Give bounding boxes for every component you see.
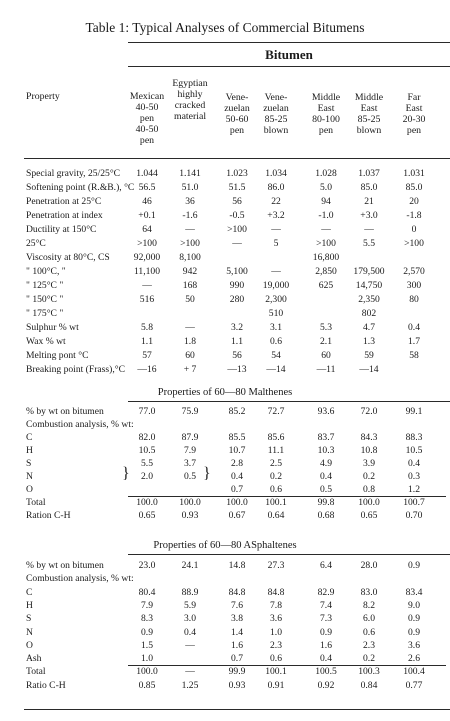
table-cell: 93.6	[317, 406, 335, 417]
title-rule	[128, 42, 450, 43]
table-cell: >100	[316, 238, 336, 249]
asphaltenes-total-rule	[128, 665, 446, 666]
row-label: Combustion analysis, % wt:	[26, 573, 134, 585]
table-cell: 1.1	[231, 336, 243, 347]
column-header-line: Middle	[354, 92, 384, 103]
table-cell: 85.6	[267, 432, 285, 443]
table-cell: 0.64	[267, 510, 285, 521]
table-cell: 0.9	[141, 626, 153, 638]
table-cell: 0.85	[138, 679, 156, 691]
column-header-line: pen	[229, 125, 245, 136]
table-cell: 1.023	[226, 168, 248, 179]
row-label: % by wt on bitumen	[26, 560, 104, 571]
table-cell: 77.0	[138, 406, 156, 417]
asphaltenes-title: Properties of 60—80 ASphaltenes	[153, 540, 297, 551]
table-cell: 57	[142, 350, 152, 361]
table-cell: —	[232, 238, 242, 249]
table-cell: 60	[321, 350, 331, 361]
table-cell: 100.0	[136, 497, 158, 508]
column-header-line: Middle	[311, 92, 341, 103]
table-cell: + 7	[183, 364, 197, 375]
table-cell: 60	[185, 350, 195, 361]
table-cell: 10.3	[317, 445, 335, 456]
table-cell: 0.7	[231, 484, 243, 495]
table-cell: 5.5	[141, 458, 153, 469]
table-cell: 300	[406, 280, 422, 291]
table-cell: 5,100	[226, 266, 248, 277]
table-cell: 100.0	[358, 497, 380, 508]
table-cell: —13	[227, 364, 247, 375]
table-cell: >100	[404, 238, 424, 249]
row-label: Penetration at index	[26, 210, 103, 221]
table-cell: 2.8	[231, 458, 243, 469]
table-cell: -1.0	[318, 210, 334, 221]
table-cell: 84.3	[360, 432, 378, 443]
table-cell: 510	[268, 308, 284, 319]
table-cell: 3.9	[363, 458, 375, 469]
table-cell: 56	[232, 196, 242, 207]
brace-mark: }	[203, 465, 211, 482]
table-cell: 0.7	[231, 653, 243, 665]
table-cell: 0.9	[408, 613, 420, 625]
column-header-line: 85-25	[357, 114, 381, 125]
table-cell: 5.8	[141, 322, 153, 333]
table-cell: 0.65	[360, 510, 378, 521]
table-cell: >100	[180, 238, 200, 249]
row-label: Ratio C-H	[26, 679, 66, 691]
row-label: " 125°C "	[26, 280, 64, 291]
group-header: Bitumen	[265, 47, 313, 62]
table-cell: 7.9	[184, 445, 196, 456]
table-cell: 2.3	[363, 639, 375, 651]
table-cell: 83.4	[405, 586, 423, 598]
table-cell: 3.0	[184, 613, 196, 625]
table-cell: 2.1	[320, 336, 332, 347]
table-cell: 83.0	[360, 586, 378, 598]
table-cell: 10.7	[228, 445, 246, 456]
malthenes-rule	[128, 401, 450, 402]
table-cell: 0.9	[408, 560, 420, 571]
table-cell: 0.6	[270, 336, 282, 347]
table-cell: —	[185, 666, 195, 678]
column-header-line: 50-60	[225, 114, 249, 125]
table-cell: +0.1	[138, 210, 156, 221]
table-cell: 0.4	[231, 471, 243, 482]
column-header-line: 80-100	[312, 114, 340, 125]
row-label: N	[26, 626, 33, 638]
table-cell: 1.2	[408, 484, 420, 495]
table-cell: 100.3	[358, 666, 380, 678]
table-cell: 0.91	[267, 679, 285, 691]
column-header-line: zuelan	[263, 103, 289, 114]
column-header-line: cracked	[174, 100, 206, 111]
row-label: Breaking point (Frass),°C	[26, 364, 125, 375]
table-cell: 0.6	[270, 484, 282, 495]
column-header-line: Vene-	[264, 92, 288, 103]
row-label: Special gravity, 25/25°C	[26, 168, 121, 179]
table-cell: 11,100	[133, 266, 161, 277]
table-cell: 11.1	[267, 445, 285, 456]
table-cell: —	[185, 224, 195, 235]
table-cell: 1.1	[141, 336, 153, 347]
column-header-line: Far	[407, 92, 421, 103]
table-cell: —	[271, 266, 281, 277]
table-cell: 0.65	[138, 510, 156, 521]
table-cell: 99.9	[228, 666, 246, 678]
row-label: C	[26, 432, 33, 443]
table-cell: 100.0	[136, 666, 158, 678]
table-cell: 2.5	[270, 458, 282, 469]
table-cell: 0.5	[320, 484, 332, 495]
table-cell: 21	[364, 196, 374, 207]
table-cell: 85.0	[360, 182, 378, 193]
column-header-line: material	[173, 111, 207, 122]
table-cell: 0.93	[181, 510, 199, 521]
property-header: Property	[26, 91, 60, 102]
table-cell: 2.3	[270, 639, 282, 651]
table-cell: 100.0	[179, 497, 201, 508]
table-cell: 10.5	[405, 445, 423, 456]
column-header-line: pen	[318, 125, 334, 136]
table-cell: 3.8	[231, 613, 243, 625]
table-cell: 5.5	[363, 238, 375, 249]
table-cell: 179,500	[353, 266, 385, 277]
table-cell: 82.0	[138, 432, 156, 443]
column-header-line: 40-50	[135, 102, 159, 113]
table-cell: 1.8	[184, 336, 196, 347]
column-header-line: East	[405, 103, 423, 114]
row-label: " 175°C "	[26, 308, 64, 319]
table-cell: 56	[232, 350, 242, 361]
column-header-line: Mexican	[129, 91, 165, 102]
column-header-line: pen	[139, 113, 155, 124]
table-cell: 0.93	[228, 679, 246, 691]
table-cell: 100.1	[265, 666, 287, 678]
table-cell: 2.0	[141, 471, 153, 482]
column-header-line: 85-25	[264, 114, 288, 125]
table-cell: 51.5	[228, 182, 246, 193]
table-cell: 0.4	[320, 653, 332, 665]
table-cell: 1.6	[231, 639, 243, 651]
table-cell: 56.5	[138, 182, 156, 193]
table-cell: 0.5	[184, 471, 196, 482]
table-cell: 4.9	[320, 458, 332, 469]
table-cell: 72.7	[267, 406, 285, 417]
table-cell: 84.8	[267, 586, 285, 598]
table-cell: 72.0	[360, 406, 378, 417]
row-label: S	[26, 458, 32, 469]
row-label: Melting pont °C	[26, 350, 89, 361]
column-header-line: Vene-	[225, 92, 249, 103]
column-header-line: 40-50	[135, 124, 159, 135]
table-cell: 58	[409, 350, 419, 361]
table-cell: 51.0	[181, 182, 199, 193]
row-label: % by wt on bitumen	[26, 406, 104, 417]
table-cell: —14	[359, 364, 379, 375]
table-cell: 99.1	[405, 406, 423, 417]
row-label: H	[26, 445, 33, 456]
table-cell: 3.7	[184, 458, 196, 469]
row-label: Combustion analysis, % wt:	[26, 419, 134, 430]
table-cell: 20	[409, 196, 419, 207]
table-cell: 0.68	[317, 510, 335, 521]
table-cell: 100.5	[315, 666, 337, 678]
brace-mark: }	[122, 465, 130, 482]
table-cell: 9.0	[408, 599, 420, 611]
row-label: O	[26, 639, 33, 651]
table-title: Table 1: Typical Analyses of Commercial Bitumens	[85, 20, 365, 35]
malthenes-title: Properties of 60—80 Malthenes	[157, 387, 293, 398]
table-cell: 80.4	[138, 586, 156, 598]
table-cell: 94	[321, 196, 331, 207]
table-cell: 27.3	[267, 560, 285, 571]
table-cell: —	[185, 322, 195, 333]
table-cell: 168	[182, 280, 198, 291]
table-cell: -1.6	[182, 210, 198, 221]
table-cell: 0.4	[408, 458, 420, 469]
table-cell: 54	[271, 350, 281, 361]
table-cell: 7.3	[320, 613, 332, 625]
table-cell: >100	[227, 224, 247, 235]
table-cell: 0.3	[408, 471, 420, 482]
table-cell: 280	[229, 294, 245, 305]
table-cell: 1.6	[320, 639, 332, 651]
table-cell: 1.028	[315, 168, 337, 179]
table-cell: 0.4	[320, 471, 332, 482]
row-label: N	[26, 471, 33, 482]
table-cell: 24.1	[181, 560, 199, 571]
table-cell: 92,000	[133, 252, 161, 263]
table-cell: 100.7	[403, 497, 425, 508]
column-header-line: Egyptian	[172, 78, 208, 89]
column-header-line: 20-30	[402, 114, 426, 125]
row-label: Viscosity at 80°C, CS	[26, 252, 110, 263]
row-label: Total	[26, 497, 46, 508]
table-cell: 2,350	[358, 294, 380, 305]
table-cell: 1.25	[181, 679, 199, 691]
table-cell: 0.2	[363, 471, 375, 482]
table-cell: 3.1	[270, 322, 282, 333]
table-cell: 7.4	[320, 599, 332, 611]
table-cell: 516	[139, 294, 155, 305]
table-cell: 7.6	[231, 599, 243, 611]
table-cell: 10.8	[360, 445, 378, 456]
table-cell: 1.141	[179, 168, 201, 179]
table-cell: 6.0	[363, 613, 375, 625]
row-label: Ash	[26, 653, 42, 665]
table-cell: 990	[229, 280, 245, 291]
table-cell: 0.8	[363, 484, 375, 495]
column-header-line: highly	[177, 89, 203, 100]
row-label: S	[26, 613, 32, 625]
table-cell: 2,850	[315, 266, 337, 277]
table-cell: 1.5	[141, 639, 153, 651]
table-cell: 99.8	[317, 497, 335, 508]
table-cell: 8.3	[141, 613, 153, 625]
table-cell: 0.6	[363, 626, 375, 638]
table-cell: 1.3	[363, 336, 375, 347]
column-header-line: East	[317, 103, 335, 114]
table-cell: 100.4	[403, 666, 425, 678]
table-cell: 85.5	[228, 432, 246, 443]
table-cell: 3.6	[270, 613, 282, 625]
column-header	[384, 92, 444, 136]
table-cell: —11	[316, 364, 336, 375]
table-cell: 1.7	[408, 336, 420, 347]
table-cell: 1.037	[358, 168, 380, 179]
table-cell: +3.0	[360, 210, 378, 221]
column-header-line: pen	[406, 125, 422, 136]
table-cell: 88.3	[405, 432, 423, 443]
table-cell: 46	[142, 196, 152, 207]
asphaltenes-rule	[128, 554, 450, 555]
row-label: Softening point (R.&B.), °C	[26, 182, 135, 193]
column-header-line: blown	[356, 125, 382, 136]
table-cell: 75.9	[181, 406, 199, 417]
column-header-line: blown	[263, 125, 289, 136]
table-cell: —14	[266, 364, 286, 375]
table-cell: 8.2	[363, 599, 375, 611]
group-rule	[128, 66, 450, 67]
table-cell: 3.6	[408, 639, 420, 651]
table-cell: 80	[409, 294, 419, 305]
table-cell: 7.8	[270, 599, 282, 611]
table-cell: 36	[185, 196, 195, 207]
header-rule	[24, 158, 450, 159]
row-label: O	[26, 484, 33, 495]
table-cell: 0.9	[408, 626, 420, 638]
row-label: Wax % wt	[26, 336, 66, 347]
table-cell: 0	[411, 224, 417, 235]
row-label: Total	[26, 666, 46, 678]
table-cell: —	[321, 224, 331, 235]
table-cell: 10.5	[138, 445, 156, 456]
table-cell: 802	[361, 308, 377, 319]
table-cell: 2.6	[408, 653, 420, 665]
row-label: Sulphur % wt	[26, 322, 79, 333]
table-cell: 86.0	[267, 182, 285, 193]
row-label: Ductility at 150°C	[26, 224, 97, 235]
table-cell: 88.9	[181, 586, 199, 598]
table-cell: —	[364, 224, 374, 235]
table-cell: 23.0	[138, 560, 156, 571]
table-cell: 6.4	[320, 560, 332, 571]
table-cell: -0.5	[229, 210, 245, 221]
table-cell: 7.9	[141, 599, 153, 611]
table-cell: 19,000	[262, 280, 290, 291]
table-cell: 1.044	[136, 168, 158, 179]
table-cell: 0.92	[317, 679, 335, 691]
table-cell: —	[185, 639, 195, 651]
table-cell: 2,570	[403, 266, 425, 277]
table-cell: 5	[273, 238, 279, 249]
table-cell: 83.7	[317, 432, 335, 443]
malthenes-total-rule	[128, 496, 446, 497]
table-cell: 59	[364, 350, 374, 361]
table-cell: 87.9	[181, 432, 199, 443]
table-cell: 5.9	[184, 599, 196, 611]
row-label: Penetration at 25°C	[26, 196, 102, 207]
table-cell: 64	[142, 224, 152, 235]
table-cell: 0.4	[408, 322, 420, 333]
table-cell: 14.8	[228, 560, 246, 571]
table-cell: 1.0	[141, 653, 153, 665]
row-label: Ration C-H	[26, 510, 71, 521]
table-cell: 5.0	[320, 182, 332, 193]
table-cell: 1.034	[265, 168, 287, 179]
table-cell: 82.9	[317, 586, 335, 598]
row-label: 25°C	[26, 238, 46, 249]
table-cell: 100.0	[226, 497, 248, 508]
table-cell: 28.0	[360, 560, 378, 571]
table-cell: 0.67	[228, 510, 246, 521]
table-cell: —	[142, 280, 152, 291]
table-cell: 1.031	[403, 168, 425, 179]
table-cell: 625	[318, 280, 334, 291]
column-header-line: pen	[139, 135, 155, 146]
table-cell: 5.3	[320, 322, 332, 333]
table-cell: 0.77	[405, 679, 423, 691]
table-cell: —	[271, 224, 281, 235]
table-cell: 1.0	[270, 626, 282, 638]
table-cell: 0.4	[184, 626, 196, 638]
table-cell: +3.2	[267, 210, 285, 221]
table-cell: 0.6	[270, 653, 282, 665]
table-cell: 100.1	[265, 497, 287, 508]
table-cell: 22	[271, 196, 281, 207]
table-cell: 1.4	[231, 626, 243, 638]
table-cell: 3.2	[231, 322, 243, 333]
row-label: " 100°C, "	[26, 266, 66, 277]
table-cell: 4.7	[363, 322, 375, 333]
row-label: C	[26, 586, 33, 598]
table-cell: 8,100	[179, 252, 201, 263]
row-label: H	[26, 599, 33, 611]
row-label: " 150°C "	[26, 294, 64, 305]
table-cell: 50	[185, 294, 195, 305]
table-cell: -1.8	[406, 210, 422, 221]
table-cell: 84.8	[228, 586, 246, 598]
table-cell: 2,300	[265, 294, 287, 305]
table-cell: 0.2	[363, 653, 375, 665]
table-cell: >100	[137, 238, 157, 249]
table-cell: 16,800	[312, 252, 340, 263]
table-cell: 0.2	[270, 471, 282, 482]
column-header-line: East	[360, 103, 378, 114]
column-header-line: zuelan	[224, 103, 250, 114]
table-cell: 0.70	[405, 510, 423, 521]
table-cell: 85.0	[405, 182, 423, 193]
table-cell: 0.9	[320, 626, 332, 638]
bottom-rule	[24, 709, 450, 710]
table-cell: 85.2	[228, 406, 246, 417]
table-cell: 0.84	[360, 679, 378, 691]
table-cell: 942	[182, 266, 198, 277]
table-cell: 14,750	[355, 280, 383, 291]
table-cell: —16	[137, 364, 157, 375]
